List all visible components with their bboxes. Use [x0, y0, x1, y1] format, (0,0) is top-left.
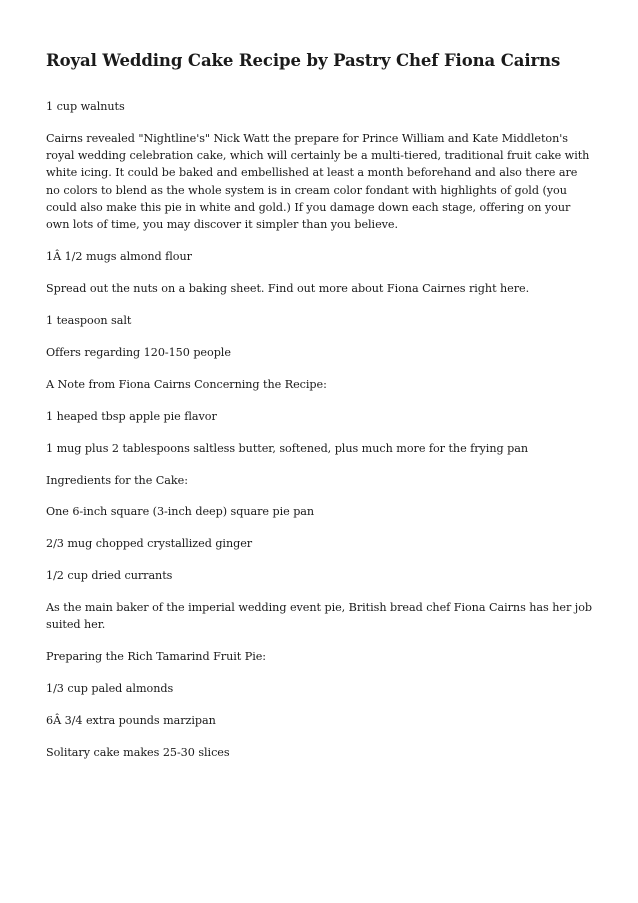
paragraph-preparing-heading: Preparing the Rich Tamarind Fruit Pie: — [46, 650, 267, 664]
paragraph-ingredient-almonds: 1/3 cup paled almonds — [46, 682, 174, 696]
paragraph-ingredient-marzipan: 6Â 3/4 extra pounds marzipan — [46, 714, 216, 728]
paragraph-ingredient-spice: 1 heaped tbsp apple pie flavor — [46, 409, 217, 423]
paragraph-ingredient-salt: 1 teaspoon salt — [46, 314, 132, 328]
paragraph-ingredient-ginger: 2/3 mug chopped crystallized ginger — [46, 537, 253, 551]
paragraph-ingredient-walnuts: 1 cup walnuts — [46, 100, 125, 113]
paragraph-pan: One 6-inch square (3-inch deep) square pie pan — [46, 505, 315, 519]
paragraph-ingredients-heading: Ingredients for the Cake: — [46, 473, 188, 487]
paragraph-baker-role: As the main baker of the imperial wedding event pie, British bread chef Fiona Cairns has her job suited her. — [46, 601, 592, 632]
paragraph-slices: Solitary cake makes 25-30 slices — [46, 745, 230, 759]
document-title: Royal Wedding Cake Recipe by Pastry Chef Fiona Cairns — [46, 51, 561, 70]
paragraph-spread-nuts: Spread out the nuts on a baking sheet. Find out more about Fiona Cairnes right here. — [46, 282, 530, 296]
paragraph-ingredient-currants: 1/2 cup dried currants — [46, 569, 173, 583]
paragraph-ingredient-almond-flour: 1Â 1/2 mugs almond flour — [46, 250, 192, 264]
paragraph-note-heading: A Note from Fiona Cairns Concerning the Recipe: — [46, 377, 327, 391]
paragraph-ingredient-butter: 1 mug plus 2 tablespoons saltless butter, softened, plus much more for the frying pan — [46, 441, 528, 455]
paragraph-intro: Cairns revealed "Nightline's" Nick Watt the prepare for Prince William and Kate Middleton's royal wedding celebration cake, which will certainly be a multi-tiered, traditional fruit cake with white icing. It could be baked and embellished at least a month beforehand and also there are no colors to blend as the whole system is in cream color fondant with highlights of gold (you could also make this pie in white and gold.) If you damage down each stage, offering on your own lots of time, you may discover it simpler than you believe. — [46, 131, 590, 232]
paragraph-servings: Offers regarding 120-150 people — [46, 345, 231, 359]
document-page — [46, 50, 594, 776]
